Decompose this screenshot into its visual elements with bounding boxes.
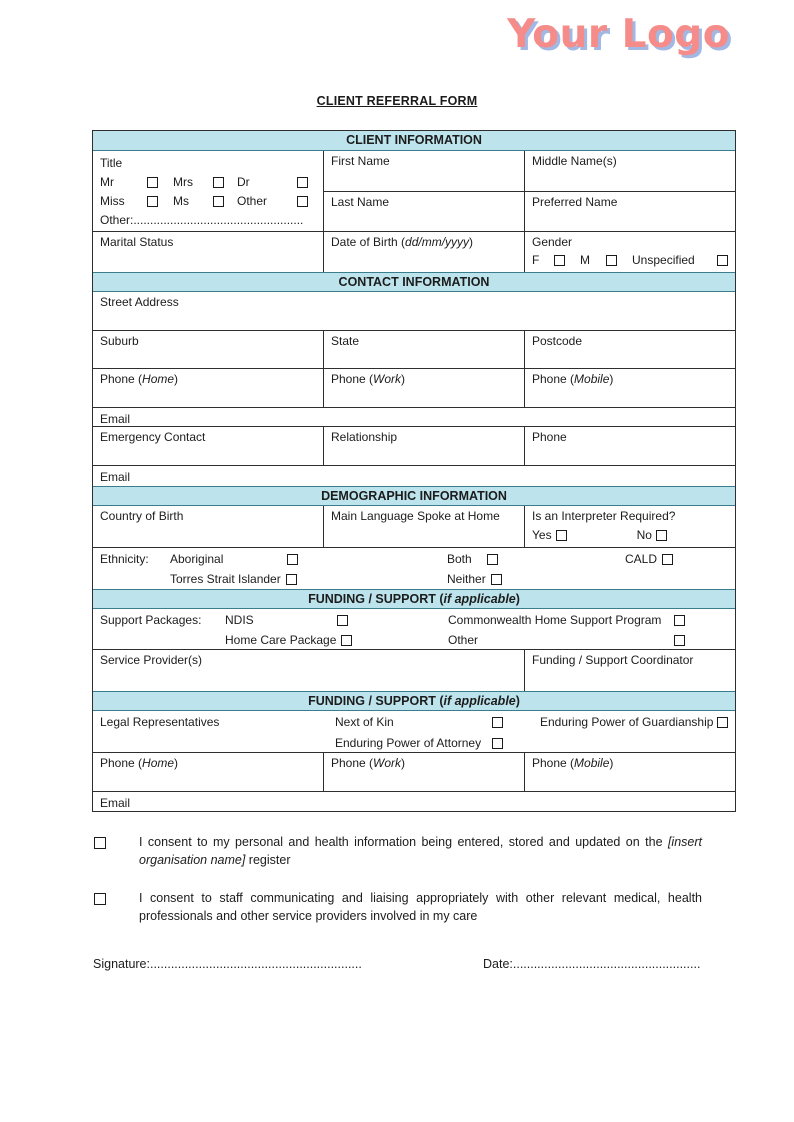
legal-phone-home-field[interactable] <box>93 753 324 791</box>
marital-status-field[interactable] <box>93 232 324 272</box>
next-of-kin-option <box>335 714 503 730</box>
legal-representatives-label: Legal Representatives <box>100 715 220 729</box>
phone-work-field[interactable] <box>324 369 525 407</box>
title-options-row-2 <box>100 192 316 211</box>
support-packages-label: Support Packages: <box>100 613 202 627</box>
title-options-row-1 <box>100 173 316 192</box>
checkbox-interpreter-yes[interactable] <box>556 530 567 541</box>
interpreter-no-label: No <box>636 528 652 542</box>
funding-other-label: Other <box>448 633 479 647</box>
middle-name-label: Middle Name(s) <box>532 154 617 168</box>
coordinator-label: Funding / Support Coordinator <box>532 653 694 667</box>
suburb-field[interactable] <box>93 331 324 368</box>
state-field[interactable] <box>324 331 525 368</box>
interpreter-label: Is an Interpreter Required? <box>532 509 676 523</box>
legal-options <box>100 714 728 751</box>
title-option-other-label: Other <box>237 194 268 208</box>
consent-section <box>94 834 706 946</box>
demographic-header-text: DEMOGRAPHIC INFORMATION <box>321 489 507 503</box>
ethnicity-options <box>100 551 728 587</box>
emergency-phone-field[interactable] <box>525 427 735 465</box>
signature-row <box>93 957 705 975</box>
marital-status-label: Marital Status <box>100 235 174 249</box>
next-of-kin-label: Next of Kin <box>335 715 394 729</box>
section-header-demographic <box>93 486 735 506</box>
home-care-package-option <box>225 632 448 648</box>
checkbox-title-miss[interactable] <box>147 196 158 207</box>
checkbox-consent-2[interactable] <box>94 893 106 905</box>
row-marital-dob-gender <box>93 232 735 272</box>
section-header-funding-support-2 <box>93 691 735 711</box>
street-address-label: Street Address <box>100 295 179 309</box>
torres-label: Torres Strait Islander <box>170 572 281 586</box>
support-packages-field[interactable] <box>93 609 735 649</box>
phone-work-label: Phone (Work) <box>331 372 406 386</box>
legal-phone-home-label: Phone (Home) <box>100 756 179 770</box>
legal-phone-work-field[interactable] <box>324 753 525 791</box>
chsp-label: Commonwealth Home Support Program <box>448 613 662 627</box>
section-header-contact-information <box>93 272 735 292</box>
section-header-funding-support-1 <box>93 589 735 609</box>
checkbox-both[interactable] <box>487 554 498 565</box>
checkbox-aboriginal[interactable] <box>287 554 298 565</box>
referral-form-table <box>92 130 736 812</box>
postcode-label: Postcode <box>532 334 583 348</box>
row-phones <box>93 369 735 408</box>
row-last-preferred <box>324 192 735 232</box>
row-ethnicity <box>93 548 735 589</box>
legal-phone-mobile-field[interactable] <box>525 753 735 791</box>
gender-options <box>532 253 728 267</box>
suburb-label: Suburb <box>100 334 139 348</box>
title-option-dr-label: Dr <box>237 175 250 189</box>
checkbox-gender-f[interactable] <box>554 255 565 266</box>
checkbox-enduring-power-attorney[interactable] <box>492 738 503 749</box>
cald-label: CALD <box>625 552 658 566</box>
both-label: Both <box>447 552 472 566</box>
row-country-language-interpreter <box>93 506 735 548</box>
title-option-mr-label: Mr <box>100 175 114 189</box>
main-language-label: Main Language Spoke at Home <box>331 509 500 523</box>
service-providers-label: Service Provider(s) <box>100 653 203 667</box>
country-of-birth-field[interactable] <box>93 506 324 547</box>
name-fields-column <box>324 151 735 231</box>
gender-f-label: F <box>532 253 540 267</box>
checkbox-chsp[interactable] <box>674 615 685 626</box>
form-title: CLIENT REFERRAL FORM <box>316 94 478 108</box>
title-option-mrs-label: Mrs <box>173 175 193 189</box>
torres-option <box>170 571 447 587</box>
title-option-ms-label: Ms <box>173 194 189 208</box>
date-line[interactable]: Date:...................................................... <box>483 957 701 971</box>
emergency-email-field[interactable] <box>93 467 735 486</box>
checkbox-title-mrs[interactable] <box>213 177 224 188</box>
main-language-field[interactable] <box>324 506 525 547</box>
date-of-birth-field[interactable] <box>324 232 525 272</box>
relationship-field[interactable] <box>324 427 525 465</box>
postcode-field[interactable] <box>525 331 735 368</box>
legal-phone-mobile-label: Phone (Mobile) <box>532 756 614 770</box>
ethnicity-label: Ethnicity: <box>100 552 149 566</box>
contact-information-header-text: CONTACT INFORMATION <box>338 275 490 289</box>
last-name-field[interactable] <box>324 192 525 232</box>
checkbox-gender-m[interactable] <box>606 255 617 266</box>
preferred-name-field[interactable] <box>525 192 735 232</box>
legal-representatives-field[interactable] <box>93 711 735 752</box>
logo-placeholder: Your Logo <box>507 12 730 57</box>
row-street-address <box>93 292 735 331</box>
middle-name-field[interactable] <box>525 151 735 191</box>
interpreter-yes-label: Yes <box>532 528 552 542</box>
funding-header-text: FUNDING / SUPPORT (if applicable) <box>308 592 520 606</box>
consent-item-1 <box>94 834 706 869</box>
aboriginal-label: Aboriginal <box>170 552 224 566</box>
title-option-miss-label: Miss <box>100 194 125 208</box>
gender-field[interactable] <box>525 232 735 272</box>
checkbox-enduring-power-guardianship[interactable] <box>717 717 728 728</box>
checkbox-next-of-kin[interactable] <box>492 717 503 728</box>
coordinator-field[interactable] <box>525 650 735 691</box>
section-header-client-information <box>93 131 735 151</box>
ndis-label: NDIS <box>225 613 254 627</box>
home-care-package-label: Home Care Package <box>225 633 337 647</box>
gender-label: Gender <box>532 235 573 249</box>
guardianship-option <box>503 714 728 730</box>
gender-m-label: M <box>580 253 590 267</box>
row-first-middle <box>324 151 735 192</box>
consent-item-2 <box>94 890 706 925</box>
ethnicity-field[interactable] <box>93 548 735 589</box>
title-label: Title <box>100 156 123 170</box>
legal-email-field[interactable] <box>93 793 735 811</box>
neither-label: Neither <box>447 572 486 586</box>
phone-home-label: Phone (Home) <box>100 372 179 386</box>
row-legal-phones <box>93 753 735 792</box>
checkbox-consent-1[interactable] <box>94 837 106 849</box>
checkbox-cald[interactable] <box>662 554 673 565</box>
last-name-label: Last Name <box>331 194 390 209</box>
street-address-field[interactable] <box>93 292 735 330</box>
cald-option <box>625 551 728 567</box>
attorney-label: Enduring Power of Attorney <box>335 736 482 750</box>
phone-mobile-label: Phone (Mobile) <box>532 372 614 386</box>
checkbox-ndis[interactable] <box>337 615 348 626</box>
row-names <box>93 151 735 232</box>
support-packages-options <box>100 612 728 648</box>
row-email-1 <box>93 408 735 427</box>
emergency-phone-label: Phone <box>532 430 567 444</box>
row-legal-email <box>93 792 735 811</box>
consent-text-1: I consent to my personal and health information being entered, stored and updated on the [insert organisation name] register <box>139 835 702 867</box>
emergency-contact-label: Emergency Contact <box>100 430 206 444</box>
phone-mobile-field[interactable] <box>525 369 735 407</box>
guardianship-label: Enduring Power of Guardianship <box>540 715 714 729</box>
title-field[interactable] <box>93 151 324 231</box>
emergency-email-label: Email <box>100 470 131 484</box>
first-name-field[interactable] <box>324 151 525 191</box>
email-field[interactable] <box>93 409 735 426</box>
checkbox-funding-other[interactable] <box>674 635 685 646</box>
email-label: Email <box>100 412 131 426</box>
row-suburb-state-postcode <box>93 331 735 369</box>
row-emergency <box>93 427 735 466</box>
phone-home-field[interactable] <box>93 369 324 407</box>
neither-option <box>447 571 625 587</box>
checkbox-torres-strait-islander[interactable] <box>286 574 297 585</box>
preferred-name-label: Preferred Name <box>532 194 618 209</box>
row-email-2 <box>93 466 735 486</box>
checkbox-title-ms[interactable] <box>213 196 224 207</box>
client-information-header-text: CLIENT INFORMATION <box>346 133 482 147</box>
legal-phone-work-label: Phone (Work) <box>331 756 406 770</box>
checkbox-interpreter-no[interactable] <box>656 530 667 541</box>
gender-unspecified-label: Unspecified <box>632 253 695 267</box>
legal-header-text: FUNDING / SUPPORT (if applicable) <box>308 694 520 708</box>
attorney-option <box>335 735 503 751</box>
row-legal-representatives <box>93 711 735 753</box>
interpreter-field[interactable] <box>525 506 735 547</box>
legal-email-label: Email <box>100 796 131 810</box>
checkbox-title-mr[interactable] <box>147 177 158 188</box>
country-of-birth-label: Country of Birth <box>100 509 184 523</box>
checkbox-neither[interactable] <box>491 574 502 585</box>
checkbox-title-other[interactable] <box>297 196 308 207</box>
checkbox-gender-unspecified[interactable] <box>717 255 728 266</box>
consent-text-2: I consent to staff communicating and liaising appropriately with other relevant medical, health professionals and other service providers involved in my care <box>139 891 702 923</box>
signature-line[interactable]: Signature:............................................................. <box>93 957 362 971</box>
service-providers-field[interactable] <box>93 650 525 691</box>
state-label: State <box>331 334 360 348</box>
checkbox-title-dr[interactable] <box>297 177 308 188</box>
first-name-label: First Name <box>331 154 390 168</box>
dob-label: Date of Birth (dd/mm/yyyy) <box>331 235 474 249</box>
interpreter-options <box>532 528 728 542</box>
relationship-label: Relationship <box>331 430 398 444</box>
row-service-providers <box>93 650 735 691</box>
row-support-packages <box>93 609 735 650</box>
checkbox-home-care-package[interactable] <box>341 635 352 646</box>
emergency-contact-field[interactable] <box>93 427 324 465</box>
title-other-write-in[interactable]: Other:................................................... <box>100 213 304 227</box>
